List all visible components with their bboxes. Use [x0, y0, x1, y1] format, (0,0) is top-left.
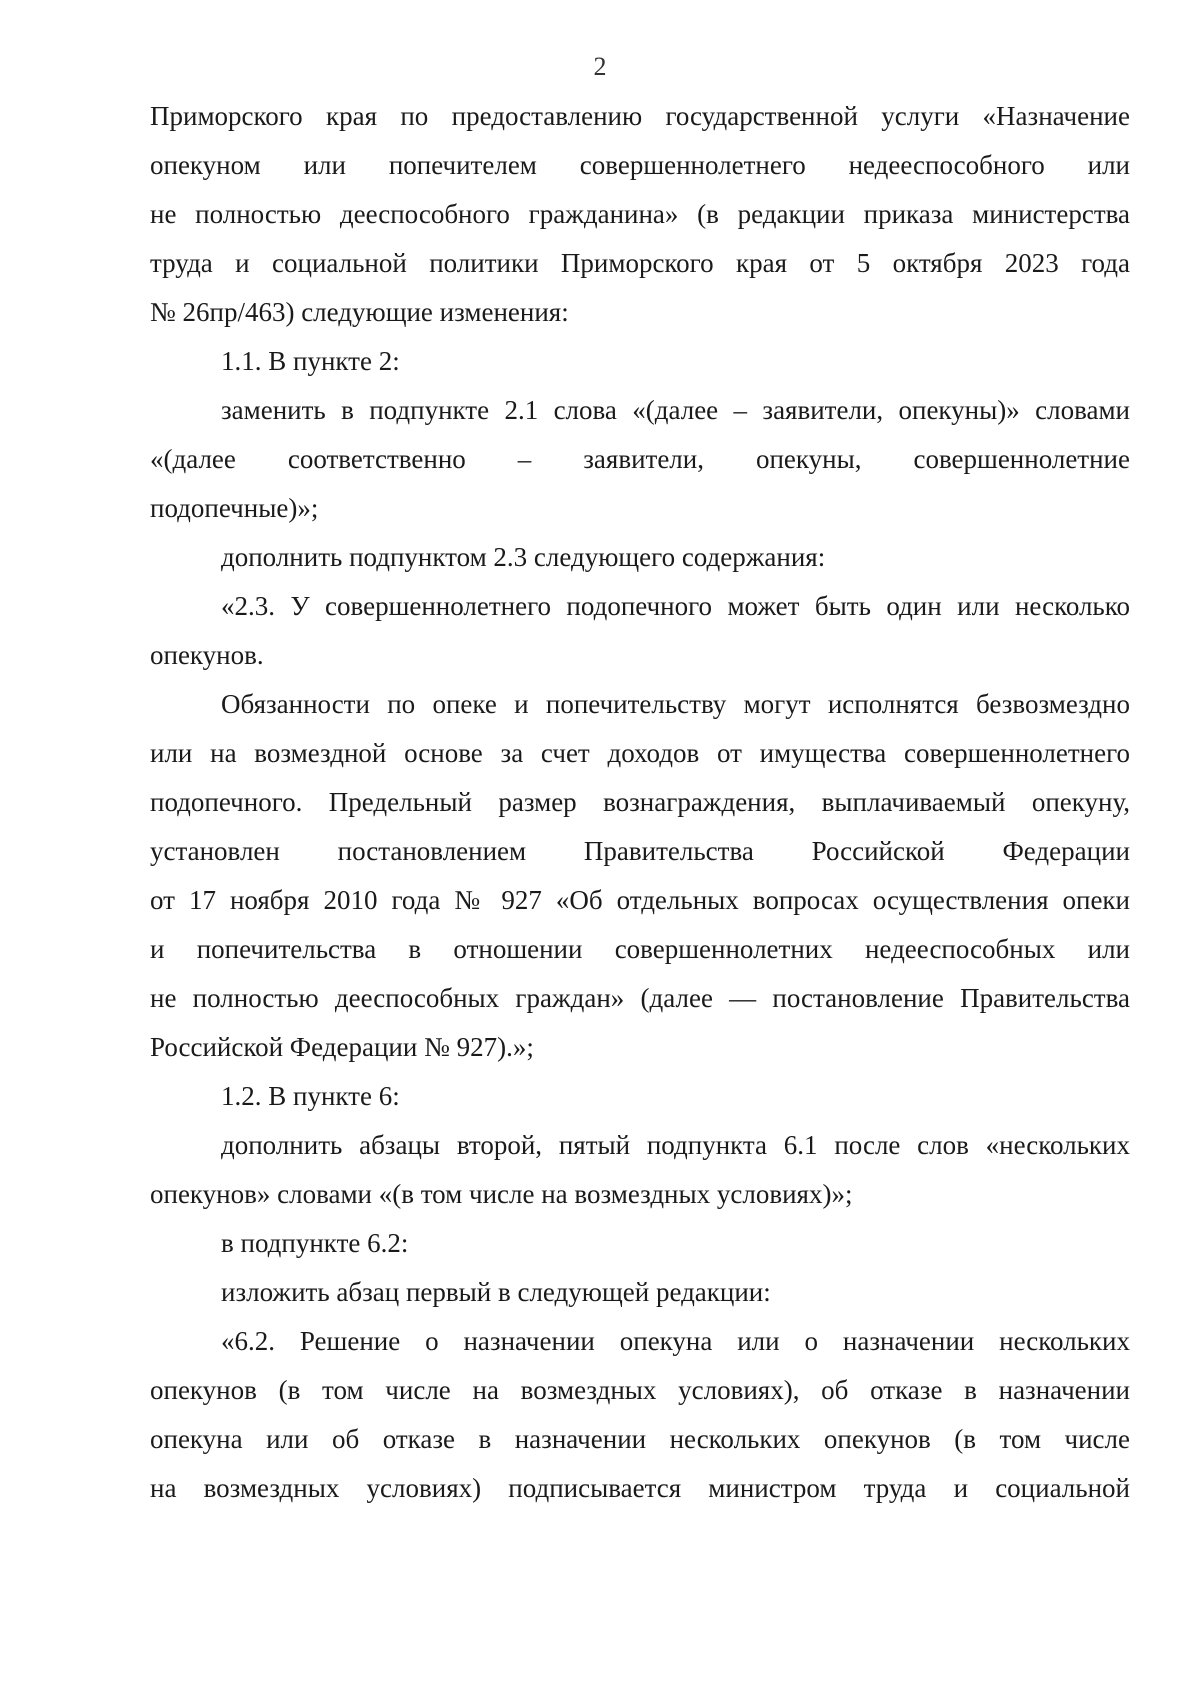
text-line: не полностью дееспособных граждан» (далее — постановление Правительства — [150, 983, 1130, 1013]
text-line: установлен постановлением Правительства Российской Федерации — [150, 836, 1130, 866]
text-line: Приморского края по предоставлению государственной услуги «Назначение — [150, 101, 1130, 131]
text-line: опекунов» словами «(в том числе на возмездных условиях)»; — [150, 1179, 853, 1209]
text-line: опекуном или попечителем совершеннолетнего недееспособного или — [150, 150, 1130, 180]
text-line: № 26пр/463) следующие изменения: — [150, 297, 569, 327]
text-line: дополнить абзацы второй, пятый подпункта 6.1 после слов «нескольких — [221, 1130, 1130, 1160]
text-line: труда и социальной политики Приморского края от 5 октября 2023 года — [150, 248, 1130, 278]
text-line: от 17 ноября 2010 года № 927 «Об отдельных вопросах осуществления опеки — [150, 885, 1130, 915]
text-line: на возмездных условиях) подписывается министром труда и социальной — [150, 1473, 1130, 1503]
document-body — [150, 92, 1130, 1513]
text-line: в подпункте 6.2: — [221, 1228, 409, 1258]
text-line: дополнить подпунктом 2.3 следующего содержания: — [221, 542, 826, 572]
text-line: и попечительства в отношении совершеннолетних недееспособных или — [150, 934, 1130, 964]
page-number: 2 — [593, 52, 607, 81]
text-line: Российской Федерации № 927).»; — [150, 1032, 534, 1062]
text-line: «(далее соответственно – заявители, опекуны, совершеннолетние — [150, 444, 1130, 474]
text-line: подопечного. Предельный размер вознаграждения, выплачиваемый опекуну, — [150, 787, 1130, 817]
text-line: заменить в подпункте 2.1 слова «(далее – заявители, опекуны)» словами — [221, 395, 1130, 425]
text-line: опекуна или об отказе в назначении нескольких опекунов (в том числе — [150, 1424, 1130, 1454]
text-line: подопечные)»; — [150, 493, 319, 523]
section-heading: 1.1. В пункте 2: — [221, 346, 400, 376]
text-line: «2.3. У совершеннолетнего подопечного может быть один или несколько — [221, 591, 1130, 621]
text-line: или на возмездной основе за счет доходов от имущества совершеннолетнего — [150, 738, 1130, 768]
text-line: опекунов (в том числе на возмездных условиях), об отказе в назначении — [150, 1375, 1130, 1405]
text-line: «6.2. Решение о назначении опекуна или о назначении нескольких — [221, 1326, 1130, 1356]
text-line: опекунов. — [150, 640, 264, 670]
section-heading: 1.2. В пункте 6: — [221, 1081, 400, 1111]
text-line: Обязанности по опеке и попечительству могут исполнятся безвозмездно — [221, 689, 1130, 719]
text-line: изложить абзац первый в следующей редакции: — [221, 1277, 771, 1307]
text-line: не полностью дееспособного гражданина» (в редакции приказа министерства — [150, 199, 1130, 229]
